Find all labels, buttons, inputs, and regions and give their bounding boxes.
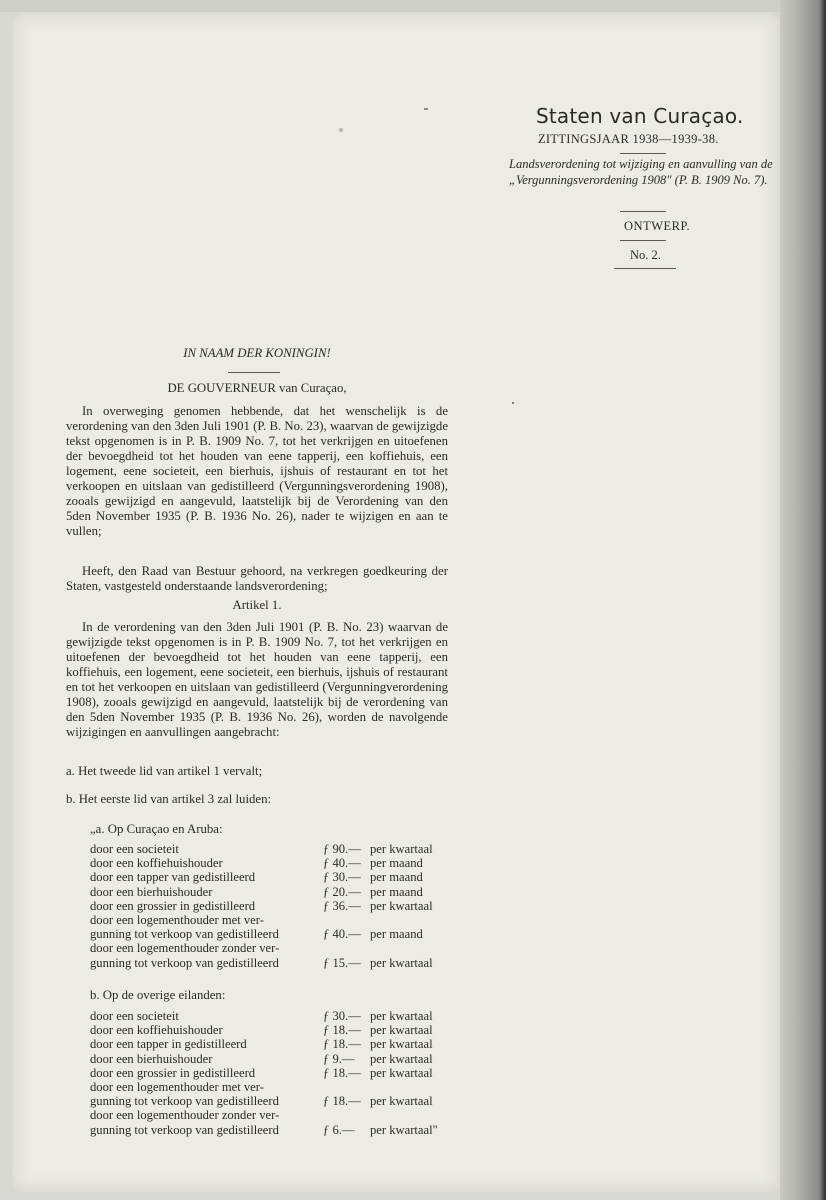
fee-description: door een bierhuishouder bbox=[90, 1051, 213, 1066]
fee-amount: ƒ 6.— bbox=[323, 1122, 355, 1137]
fee-period: per maand bbox=[370, 856, 423, 871]
fee-description: door een bierhuishouder bbox=[90, 884, 213, 899]
fee-amount: ƒ 9.— bbox=[323, 1051, 355, 1066]
fee-row bbox=[90, 913, 450, 927]
article-heading: Artikel 1. bbox=[232, 598, 282, 612]
fee-description: gunning tot verkoop van gedistilleerd bbox=[90, 1094, 279, 1109]
fee-description: door een tapper in gedistilleerd bbox=[90, 1037, 247, 1052]
enactment-paragraph: Heeft, den Raad van Bestuur gehoord, na verkregen goedkeuring der Staten, vastgesteld onderstaande landsverordening; bbox=[66, 564, 448, 593]
fee-description: door een logementhouder met ver- bbox=[90, 1079, 264, 1094]
dust-speck bbox=[339, 128, 343, 132]
dust-speck bbox=[512, 402, 514, 404]
fee-description: door een grossier in gedistilleerd bbox=[90, 898, 256, 913]
organization-title: Staten van Curaçao. bbox=[536, 104, 744, 128]
fee-description: door een logementhouder met ver- bbox=[90, 912, 264, 927]
fee-row bbox=[90, 842, 450, 856]
draft-number: No. 2. bbox=[630, 248, 661, 262]
governor-line: DE GOUVERNEUR van Curaçao, bbox=[167, 381, 347, 395]
fee-row bbox=[90, 927, 450, 941]
fee-row bbox=[90, 1094, 450, 1108]
fee-description: door een tapper van gedistilleerd bbox=[90, 870, 256, 885]
fee-period: per kwartaal bbox=[370, 1051, 433, 1066]
fee-amount: ƒ 18.— bbox=[323, 1037, 361, 1052]
preamble-rule bbox=[228, 372, 280, 373]
fee-row bbox=[90, 1066, 450, 1080]
fee-period: per kwartaal bbox=[370, 842, 433, 856]
fee-row bbox=[90, 870, 450, 884]
fee-period: per kwartaal" bbox=[370, 1122, 438, 1137]
item-b: b. Het eerste lid van artikel 3 zal luiden: bbox=[66, 792, 272, 806]
fee-period: per kwartaal bbox=[370, 898, 433, 913]
session-year: ZITTINGSJAAR 1938—1939-38. bbox=[538, 132, 719, 146]
considering-paragraph: In overweging genomen hebbende, dat het wenschelijk is de verordening van den 3den Juli 1901 (P. B. No. 23), waarvan de gewijzigde tekst opgenomen is in P. B. 1909 No. 7, tot het verkrijgen en uitoefenen der bevoegdheid tot het houden van eene tapperij, een koffiehuis, een logement, eene societeit, een bierhuis, ijshuis of restaurant en tot het verkoopen en uitslaan van gedistilleerd (Vergunningsverordening 1908), zooals gewijzigd en aangevuld, laatstelijk bij de Verordening van den 5den November 1935 (P. B. 1936 No. 26), nader te wijzigen en aan te vullen; bbox=[66, 404, 448, 538]
fee-description: door een logementhouder zonder ver- bbox=[90, 1108, 280, 1123]
fee-description: gunning tot verkoop van gedistilleerd bbox=[90, 1122, 279, 1137]
fee-row bbox=[90, 1037, 450, 1051]
dust-speck bbox=[424, 108, 428, 110]
fee-table-curacao-aruba bbox=[90, 842, 450, 970]
fee-amount: ƒ 90.— bbox=[323, 842, 361, 856]
fee-row bbox=[90, 899, 450, 913]
fee-amount: ƒ 30.— bbox=[323, 1009, 361, 1023]
fee-description: door een koffiehuishouder bbox=[90, 1023, 223, 1038]
fee-description: door een koffiehuishouder bbox=[90, 856, 223, 871]
page-binding-edge bbox=[780, 0, 826, 1200]
section-a-title: „a. Op Curaçao en Aruba: bbox=[90, 822, 223, 836]
fee-period: per kwartaal bbox=[370, 1023, 433, 1038]
ordinance-subject: Landsverordening tot wijziging en aanvulling van de „Vergunningsverordening 1908" (P. B. 1909 No. 7). bbox=[509, 157, 773, 187]
section-b-title: b. Op de overige eilanden: bbox=[90, 988, 226, 1002]
fee-amount: ƒ 18.— bbox=[323, 1023, 361, 1038]
fee-amount: ƒ 40.— bbox=[323, 927, 361, 942]
fee-period: per kwartaal bbox=[370, 1009, 433, 1023]
fee-description: gunning tot verkoop van gedistilleerd bbox=[90, 955, 279, 970]
fee-row bbox=[90, 941, 450, 955]
fee-period: per maand bbox=[370, 927, 423, 942]
fee-description: door een societeit bbox=[90, 842, 179, 856]
header-rule bbox=[614, 268, 676, 269]
fee-period: per kwartaal bbox=[370, 955, 433, 970]
fee-description: door een societeit bbox=[90, 1009, 179, 1023]
fee-description: door een grossier in gedistilleerd bbox=[90, 1065, 256, 1080]
fee-row bbox=[90, 956, 450, 970]
fee-amount: ƒ 20.— bbox=[323, 884, 361, 899]
fee-amount: ƒ 30.— bbox=[323, 870, 361, 885]
fee-table-other-islands bbox=[90, 1009, 450, 1137]
header-rule bbox=[620, 240, 666, 241]
fee-period: per kwartaal bbox=[370, 1037, 433, 1052]
fee-amount: ƒ 36.— bbox=[323, 898, 361, 913]
fee-amount: ƒ 18.— bbox=[323, 1094, 361, 1109]
scan-top-strip bbox=[0, 0, 826, 12]
fee-amount: ƒ 40.— bbox=[323, 856, 361, 871]
fee-row bbox=[90, 1023, 450, 1037]
fee-row bbox=[90, 885, 450, 899]
fee-row bbox=[90, 1080, 450, 1094]
fee-period: per maand bbox=[370, 870, 423, 885]
fee-row bbox=[90, 856, 450, 870]
fee-period: per kwartaal bbox=[370, 1065, 433, 1080]
header-rule bbox=[620, 153, 666, 154]
fee-description: gunning tot verkoop van gedistilleerd bbox=[90, 927, 279, 942]
article-intro: In de verordening van den 3den Juli 1901 (P. B. No. 23) waarvan de gewijzigde tekst opgenomen is in P. B. 1909 No. 7, tot het verkrijgen en uitoefenen der bevoegdheid tot het houden van eene tapperij, een koffiehuis, een logement, eene societeit, een bierhuis, ijshuis of restaurant en tot het verkoopen en uitslaan van gedistilleerd (Vergunningverordening 1908), zooals gewijzigd en aangevuld, laatstelijk bij de verordening van den 5den November 1935 (P. B. 1936 No. 26), worden de navolgende wijzigingen en aanvullingen aangebracht: bbox=[66, 620, 448, 739]
fee-amount: ƒ 18.— bbox=[323, 1065, 361, 1080]
fee-description: door een logementhouder zonder ver- bbox=[90, 941, 280, 956]
invocation: IN NAAM DER KONINGIN! bbox=[183, 346, 331, 360]
fee-row bbox=[90, 1108, 450, 1122]
header-rule bbox=[620, 211, 666, 212]
fee-period: per kwartaal bbox=[370, 1094, 433, 1109]
fee-period: per maand bbox=[370, 884, 423, 899]
fee-row bbox=[90, 1052, 450, 1066]
fee-amount: ƒ 15.— bbox=[323, 955, 361, 970]
fee-row bbox=[90, 1009, 450, 1023]
item-a: a. Het tweede lid van artikel 1 vervalt; bbox=[66, 764, 263, 778]
fee-row bbox=[90, 1123, 450, 1137]
draft-label: ONTWERP. bbox=[624, 219, 691, 233]
